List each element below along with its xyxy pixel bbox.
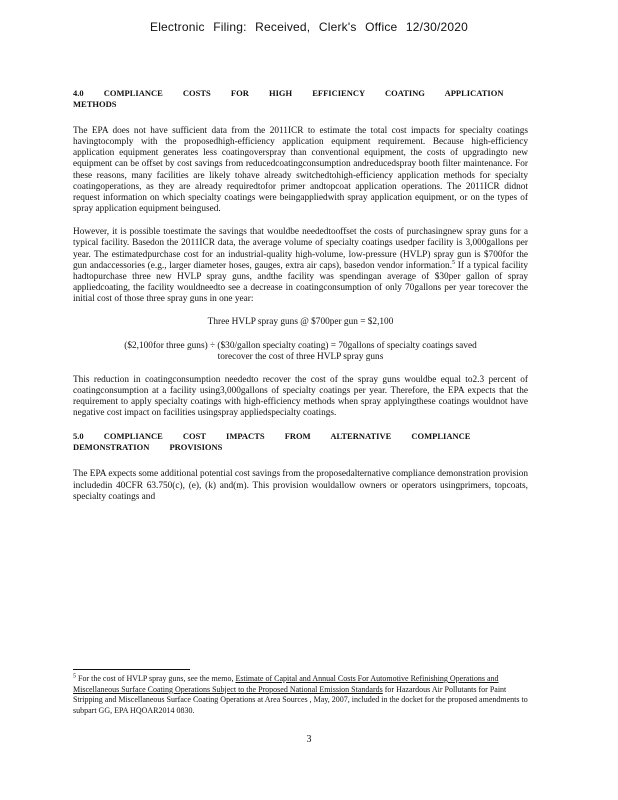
section-4-paragraph-1: The EPA does not have sufficient data from the 2011ICR to estimate the total cost impacts for specialty coatings havingtocomply with the proposedhigh-efficiency application equipment requirement. Because high-efficiency application equipment generates less coatingoverspray than conventional equipment, the costs of upgradingto new equipment can be offset by cost savings from reducedcoatingconsumption andreducedspray booth filter maintenance. For these reasons, many facilities are likely tohave already switchedtohigh-efficiency application methods for specialty coatingoperations, as they are already requiredtofor primer andtopcoat application operations. The 2011ICR didnot request information on which specialty coatings were beingappliedwith spray application equipment, or on the types of spray application equipment beingused. [73, 126, 528, 215]
section-5-paragraph-1: The EPA expects some additional potential cost savings from the proposedalternative compliance demonstration provision includedin 40CFR 63.750(c), (e), (k) and(m). This provision wouldallow owners or operators usingprimers, topcoats, specialty coatings and [73, 469, 528, 502]
section-5-heading: 5.0 COMPLIANCE COST IMPACTS FROM ALTERNATIVE COMPLIANCE DEMONSTRATION PROVISIONS [73, 431, 471, 453]
page-body [73, 88, 528, 515]
footnote-divider [73, 669, 190, 670]
footnote-ref-5[interactable]: 5 [452, 259, 456, 266]
section-4-paragraph-3: This reduction in coatingconsumption neededto recover the cost of the spray guns wouldbe equal to2.3 percent of coatingconsumption at a facility using3,000gallons of specialty coatings per year. Therefore, the EPA expects that the requirement to apply specialty coatings with high-efficiency methods when spray applyingthese coatings wouldnot have negative cost impact on facilities usingspray appliedspecialty coatings. [73, 374, 528, 419]
paragraph-2-text-a: However, it is possible toestimate the savings that wouldbe neededtooffset the costs of purchasingnew spray guns for a typical facility. Basedon the 2011ICR data, the average volume of specialty coatings usedper facility is 3,000gallons per year. The estimatedpurchase cost for an industrial-quality high-volume, low-pressure (HVLP) spray gun is $700for the gun andaccessories (e.g., larger diameter hoses, gauges, extra air caps), basedon vendor information. [73, 227, 528, 271]
equation-gallons-saved [73, 341, 528, 363]
footnote-5 [73, 674, 533, 716]
section-4-heading: 4.0 COMPLIANCE COSTS FOR HIGH EFFICIENCY COATING APPLICATION METHODS [73, 88, 504, 109]
footnote-memo-title: Estimate of Capital and Annual Costs For Automotive Refinishing Operations and Miscellaneous Surface Coating Operations Subject to the Proposed National Emission Standards [73, 674, 499, 694]
section-4-paragraph-2 [73, 227, 528, 305]
equation-gallons-saved-line-1: ($2,100for three guns) ÷ ($30/gallon specialty coating) = 70gallons of specialty coatings saved [124, 340, 477, 351]
footnote-text-b: for Hazardous Air Pollutants for Paint Stripping and Miscellaneous Surface Coating Operations at Area Sources , May, 2007, included in the docket for the proposed amendments to subpart GG, EPA HQOAR2014 0830. [73, 684, 528, 715]
paragraph-2-text-b: If a typical facility hadtopurchase three new HVLP spray guns, andthe facility was spendingan average of $30per gallon of spray appliedcoating, the facility wouldneedto see a decrease in coatingconsumption of only 70gallons per year torecover the initial cost of those three spray guns in one year: [73, 260, 528, 305]
filing-stamp-header: Electronic Filing: Received, Clerk's Office 12/30/2020 [149, 20, 468, 34]
equation-gun-cost: Three HVLP spray guns @ $700per gun = $2,100 [207, 317, 394, 328]
page-number: 3 [306, 734, 312, 745]
footnote-marker: 5 [73, 673, 76, 680]
footnote-text-a: For the cost of HVLP spray guns, see the memo, [76, 674, 236, 683]
equation-gallons-saved-line-2: torecover the cost of three HVLP spray guns [217, 351, 384, 362]
